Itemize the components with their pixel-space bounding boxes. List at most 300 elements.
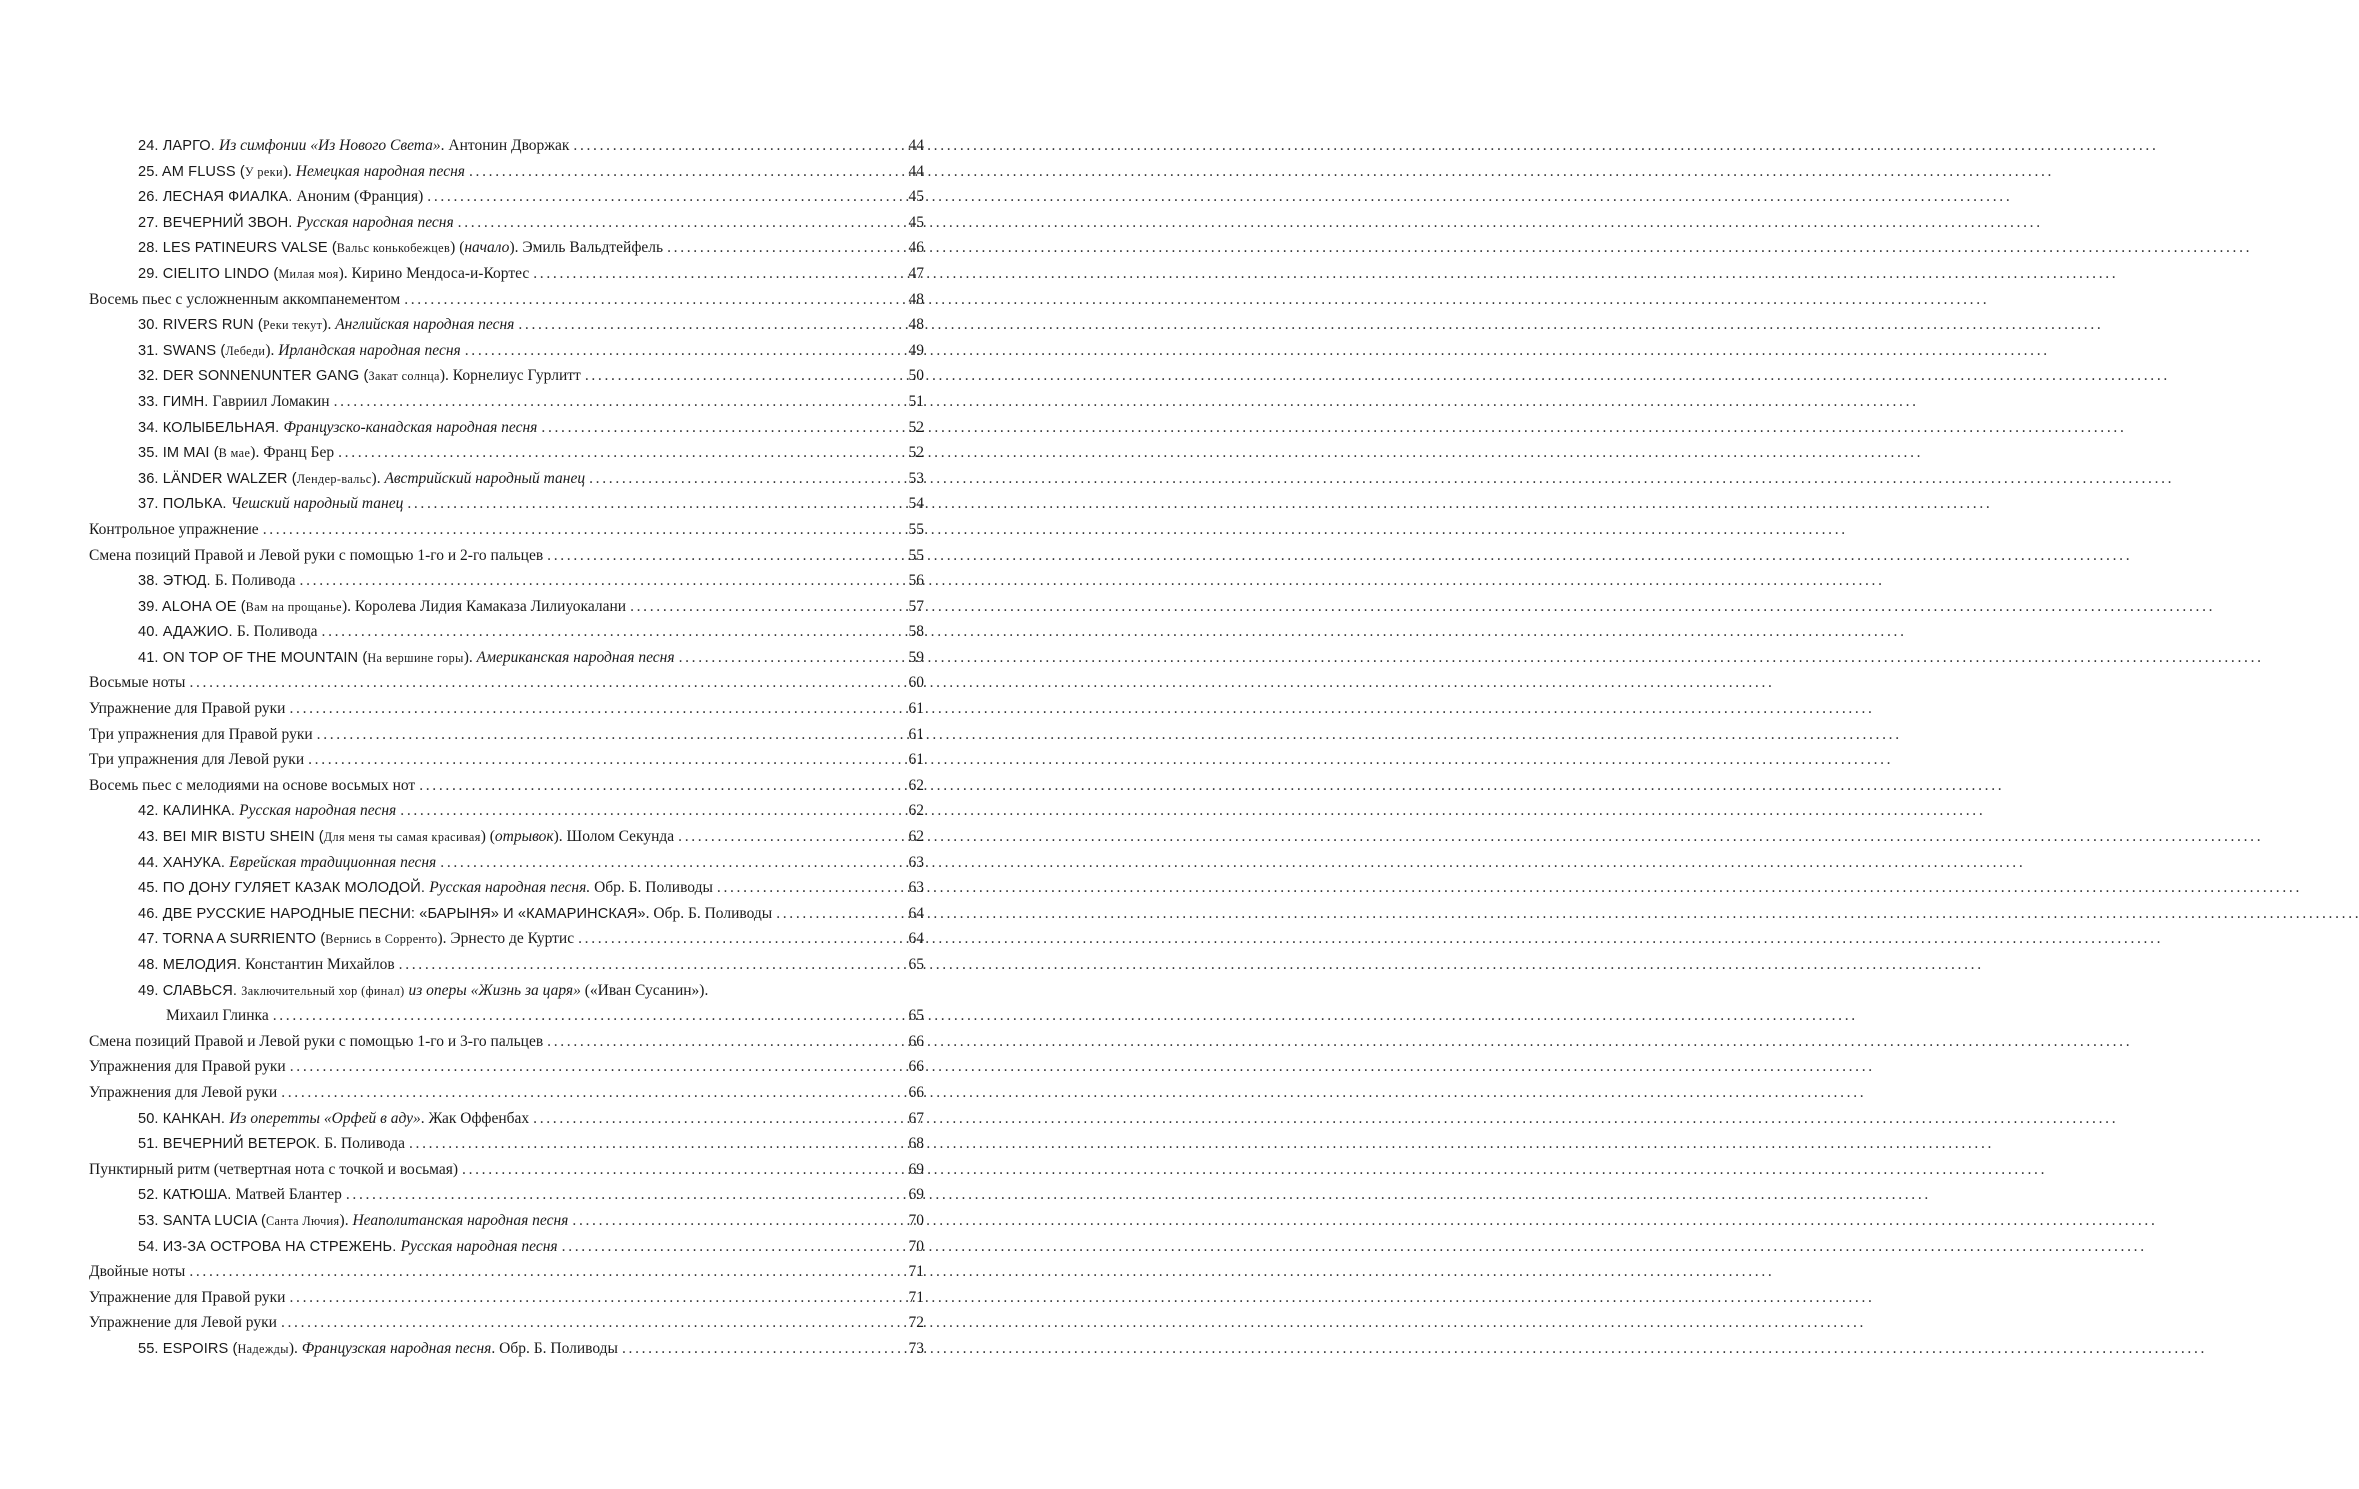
toc-dot-leader bbox=[273, 1003, 902, 1029]
toc-entry-text-part: ). bbox=[322, 316, 336, 334]
toc-dot-leader bbox=[585, 363, 902, 389]
toc-entry-text-part: Три упражнения для Левой руки bbox=[89, 751, 305, 769]
toc-entry-text-part: Смена позиций Правой и Левой руки с помощью 1-го и 3-го пальцев bbox=[89, 1032, 544, 1050]
toc-entry[interactable] bbox=[89, 543, 924, 569]
toc-entry-text-part: Восемь пьес с мелодиями на основе восьмых нот bbox=[89, 776, 416, 794]
toc-dot-leader bbox=[458, 210, 902, 236]
toc-page-number: 60 bbox=[908, 674, 924, 692]
toc-entry-text-part: 42. КАЛИНКА. bbox=[138, 803, 240, 820]
toc-dot-leader bbox=[562, 1234, 902, 1260]
toc-dot-leader bbox=[427, 184, 902, 210]
toc-page-number: 70 bbox=[908, 1237, 924, 1255]
toc-entry-text-part: Заключительный хор (финал) bbox=[241, 983, 405, 998]
toc-entry-text-part: 26. ЛЕСНАЯ ФИАЛКА. bbox=[138, 189, 297, 206]
toc-dot-leader bbox=[281, 1080, 902, 1106]
toc-entry[interactable] bbox=[89, 926, 924, 952]
toc-entry-text-part: ). bbox=[265, 341, 279, 359]
toc-entry[interactable] bbox=[89, 824, 924, 850]
toc-dot-leader bbox=[541, 415, 902, 441]
toc-entry[interactable] bbox=[89, 978, 924, 1004]
toc-entry-text-part: Б. Поливода bbox=[214, 572, 296, 590]
toc-dot-leader bbox=[462, 1157, 902, 1183]
toc-entry-text-part: 25. AM FLUSS ( bbox=[138, 163, 245, 180]
toc-entry-text-part: Ирландская народная песня bbox=[278, 341, 461, 359]
toc-entry[interactable] bbox=[89, 850, 924, 876]
toc-entry[interactable] bbox=[89, 1003, 924, 1029]
toc-entry-text-part: Контрольное упражнение bbox=[89, 520, 259, 538]
toc-entry-title bbox=[89, 1285, 285, 1311]
toc-entry-title bbox=[138, 594, 626, 621]
toc-entry-text-part: Французская народная песня bbox=[301, 1339, 492, 1357]
toc-entry-text-part: 40. АДАЖИО. bbox=[138, 624, 237, 641]
toc-entry[interactable] bbox=[89, 517, 924, 543]
toc-entry[interactable] bbox=[89, 1029, 924, 1055]
toc-entry[interactable] bbox=[89, 389, 924, 415]
toc-page-number: 61 bbox=[908, 725, 924, 743]
toc-page-number: 63 bbox=[908, 879, 924, 897]
toc-entry-text-part: 30. RIVERS RUN ( bbox=[138, 317, 263, 334]
toc-entry-text-part: Б. Поливода bbox=[236, 623, 318, 641]
toc-entry-text-part: 32. DER SONNENUNTER GANG ( bbox=[138, 368, 369, 385]
toc-entry-text-part: ). bbox=[339, 1211, 353, 1229]
toc-entry-text-part: 50. КАНКАН. bbox=[138, 1110, 230, 1127]
toc-entry-text-part: Вальс конькобежцев bbox=[336, 241, 451, 256]
toc-entry-text-part: . Антонин Дворжак bbox=[440, 137, 570, 154]
toc-page-number: 66 bbox=[908, 1083, 924, 1101]
toc-entry-title bbox=[138, 415, 537, 442]
toc-entry-title bbox=[138, 1131, 405, 1158]
toc-dot-leader bbox=[572, 1208, 902, 1234]
toc-entry-text-part: В мае bbox=[218, 446, 251, 461]
toc-entry-text-part: 35. IM MAI ( bbox=[138, 445, 219, 462]
toc-entry[interactable] bbox=[89, 1336, 924, 1362]
toc-entry-text-part: ). Корнелиус Гурлитт bbox=[439, 367, 581, 385]
toc-dot-leader bbox=[338, 440, 902, 466]
toc-dot-leader bbox=[533, 261, 902, 287]
toc-entry-text-part: 31. SWANS ( bbox=[138, 342, 226, 359]
toc-entry-title bbox=[138, 850, 436, 877]
toc-page-number: 67 bbox=[908, 1109, 924, 1127]
toc-entry-text-part: ). bbox=[371, 469, 385, 487]
toc-page-number: 46 bbox=[908, 239, 924, 257]
toc-entry[interactable] bbox=[89, 1259, 924, 1285]
toc-page-number: 66 bbox=[908, 1032, 924, 1050]
toc-entry-text-part: ) ( bbox=[480, 828, 495, 846]
toc-entry[interactable] bbox=[89, 466, 924, 492]
toc-dot-leader bbox=[399, 952, 902, 978]
toc-entry-text-part: из оперы «Жизнь за царя» bbox=[408, 981, 581, 999]
toc-entry-title bbox=[89, 1029, 543, 1055]
toc-dot-leader bbox=[678, 824, 902, 850]
toc-dot-leader bbox=[622, 1336, 902, 1362]
toc-entry-title bbox=[138, 261, 529, 288]
toc-entry-title bbox=[138, 952, 395, 979]
toc-dot-leader bbox=[290, 1054, 902, 1080]
toc-dot-leader bbox=[289, 696, 902, 722]
toc-entry-title bbox=[138, 159, 465, 186]
toc-entry-title bbox=[138, 798, 396, 825]
toc-entry-text-part: начало bbox=[464, 239, 510, 257]
toc-entry-text-part: Санта Лючия bbox=[265, 1213, 340, 1228]
toc-dot-leader bbox=[409, 1131, 902, 1157]
toc-entry-title bbox=[138, 926, 574, 953]
toc-entry[interactable] bbox=[89, 1131, 924, 1157]
toc-page-number: 64 bbox=[908, 904, 924, 922]
toc-entry-text-part: Для меня ты самая красивая bbox=[323, 830, 481, 845]
toc-entry[interactable] bbox=[89, 159, 924, 185]
toc-entry[interactable] bbox=[89, 722, 924, 748]
toc-entry-text-part: ). Шолом Секунда bbox=[553, 828, 675, 846]
toc-entry[interactable] bbox=[89, 1208, 924, 1234]
toc-entry[interactable] bbox=[89, 568, 924, 594]
toc-entry[interactable] bbox=[89, 415, 924, 441]
toc-entry-text-part: ). bbox=[463, 648, 477, 666]
toc-page-number: 68 bbox=[908, 1135, 924, 1153]
toc-entry-text-part: Английская народная песня bbox=[335, 316, 515, 334]
toc-page-number: 49 bbox=[908, 341, 924, 359]
toc-entry-text-part: 36. LÄNDER WALZER ( bbox=[138, 470, 297, 487]
toc-dot-leader bbox=[308, 747, 902, 773]
toc-entry-title bbox=[138, 901, 772, 928]
toc-dot-leader bbox=[518, 312, 902, 338]
toc-page-number: 54 bbox=[908, 495, 924, 513]
toc-dot-leader bbox=[189, 670, 902, 696]
toc-entry-text-part: Из симфонии «Из Нового Света» bbox=[219, 137, 441, 154]
toc-entry[interactable] bbox=[89, 1054, 924, 1080]
toc-page-number: 62 bbox=[908, 828, 924, 846]
toc-entry-text-part: 39. ALOHA OE ( bbox=[138, 598, 246, 615]
toc-entry-text-part: Смена позиций Правой и Левой руки с помощью 1-го и 2-го пальцев bbox=[89, 546, 544, 564]
toc-page-number: 52 bbox=[908, 444, 924, 462]
toc-entry-text-part: Французско-канадская народная песня bbox=[283, 418, 538, 436]
toc-page-number: 44 bbox=[908, 137, 924, 154]
toc-entry-title bbox=[138, 312, 514, 339]
toc-entry-text-part: Русская народная песня bbox=[239, 802, 397, 820]
toc-entry[interactable] bbox=[89, 875, 924, 901]
toc-entry-text-part: Вам на прощанье bbox=[245, 599, 342, 614]
toc-entry[interactable] bbox=[89, 363, 924, 389]
toc-entry[interactable] bbox=[89, 696, 924, 722]
toc-entry-title bbox=[138, 1182, 342, 1209]
toc-entry[interactable] bbox=[89, 440, 924, 466]
toc-entry[interactable] bbox=[89, 133, 924, 159]
toc-entry-title bbox=[89, 773, 415, 799]
toc-entry-text-part: Русская народная песня bbox=[296, 213, 454, 231]
toc-entry-title bbox=[138, 184, 423, 211]
toc-page-number: 71 bbox=[908, 1288, 924, 1306]
toc-entry-title bbox=[89, 670, 185, 696]
toc-entry-text-part: Обр. Б. Поливоды bbox=[590, 879, 713, 897]
toc-entry-title bbox=[166, 1003, 269, 1029]
toc-entry-title bbox=[89, 543, 543, 569]
toc-page-number: 70 bbox=[908, 1211, 924, 1229]
toc-entry-text-part: 54. ИЗ-ЗА ОСТРОВА НА СТРЕЖЕНЬ. bbox=[138, 1238, 401, 1255]
toc-dot-leader bbox=[717, 875, 902, 901]
toc-entry-text-part: 49. СЛАВЬСЯ. bbox=[138, 982, 242, 999]
toc-entry-title bbox=[89, 1157, 458, 1183]
toc-entry-title bbox=[138, 133, 569, 160]
toc-entry-text-part: Упражнение для Правой руки bbox=[89, 700, 286, 718]
toc-entry-text-part: У реки bbox=[244, 164, 283, 179]
toc-entry[interactable] bbox=[89, 619, 924, 645]
toc-entry-text-part: 55. ESPOIRS ( bbox=[138, 1340, 238, 1357]
toc-dot-leader bbox=[189, 1259, 902, 1285]
toc-entry-text-part: Надежды bbox=[237, 1341, 289, 1356]
toc-entry-title bbox=[89, 1080, 277, 1106]
toc-dot-leader bbox=[322, 619, 902, 645]
toc-entry[interactable] bbox=[89, 594, 924, 620]
toc-entry[interactable] bbox=[89, 261, 924, 287]
toc-dot-leader bbox=[400, 798, 902, 824]
toc-dot-leader bbox=[289, 1285, 902, 1311]
toc-entry[interactable] bbox=[89, 338, 924, 364]
toc-entry[interactable] bbox=[89, 747, 924, 773]
toc-page-number: 57 bbox=[908, 597, 924, 615]
toc-entry-text-part: 38. ЭТЮД. bbox=[138, 573, 215, 590]
toc-entry-text-part: ). Эрнесто де Куртис bbox=[437, 930, 575, 948]
toc-entry-text-part: 51. ВЕЧЕРНИЙ ВЕТЕРОК. bbox=[138, 1136, 325, 1153]
toc-entry[interactable] bbox=[89, 798, 924, 824]
toc-entry-text-part: Еврейская традиционная песня bbox=[229, 853, 437, 871]
toc-entry-title bbox=[89, 517, 259, 543]
toc-entry-text-part: Австрийский народный танец bbox=[384, 469, 586, 487]
toc-entry-text-part: Немецкая народная песня bbox=[295, 162, 465, 180]
toc-entry-text-part: ). Эмиль Вальдтейфель bbox=[509, 239, 664, 257]
toc-entry-title bbox=[138, 466, 585, 493]
toc-entry-text-part: 34. КОЛЫБЕЛЬНАЯ. bbox=[138, 419, 284, 436]
toc-entry-text-part: 33. ГИМН. bbox=[138, 393, 213, 410]
toc-entry-text-part: Неаполитанская народная песня bbox=[352, 1211, 569, 1229]
toc-entry-title bbox=[89, 287, 400, 313]
toc-page-number: 48 bbox=[908, 290, 924, 308]
toc-entry[interactable] bbox=[89, 773, 924, 799]
toc-page-number: 71 bbox=[908, 1263, 924, 1281]
toc-dot-leader bbox=[300, 568, 902, 594]
toc-entry-text-part: 47. TORNA A SURRIENTO ( bbox=[138, 931, 326, 948]
toc-dot-leader bbox=[317, 722, 902, 748]
toc-page-number: 63 bbox=[908, 853, 924, 871]
toc-entry-text-part: 24. ЛАРГО. bbox=[138, 138, 220, 154]
toc-entry[interactable] bbox=[89, 312, 924, 338]
toc-entry-text-part: 28. LES PATINEURS VALSE ( bbox=[138, 240, 337, 257]
toc-entry-text-part: Милая моя bbox=[278, 266, 339, 281]
toc-entry-title bbox=[89, 722, 313, 748]
toc-page-number: 44 bbox=[908, 162, 924, 180]
toc-entry-title bbox=[138, 1234, 558, 1261]
toc-page-number: 48 bbox=[908, 316, 924, 334]
toc-dot-leader bbox=[547, 1029, 902, 1055]
toc-entry-text-part: Закат солнца bbox=[368, 369, 440, 384]
toc-page-number: 55 bbox=[908, 546, 924, 564]
toc-entry[interactable] bbox=[89, 1285, 924, 1311]
toc-entry-text-part: Восьмые ноты bbox=[89, 674, 186, 692]
toc-entry-text-part: Из оперетты «Орфей в аду» bbox=[229, 1109, 421, 1127]
toc-entry-text-part: Двойные ноты bbox=[89, 1263, 186, 1281]
toc-entry-text-part: Реки текут bbox=[262, 318, 323, 333]
toc-entry-text-part: Матвей Блантер bbox=[235, 1186, 342, 1204]
toc-entry-text-part: Пунктирный ритм (четвертная нота с точкой и восьмая) bbox=[89, 1160, 459, 1178]
toc-page-number: 50 bbox=[908, 367, 924, 385]
toc-entry-text-part: Восемь пьес с усложненным аккомпанементом bbox=[89, 290, 401, 308]
toc-entry-title bbox=[138, 568, 296, 595]
toc-entry[interactable] bbox=[89, 1182, 924, 1208]
toc-page-number: 65 bbox=[908, 1007, 924, 1025]
toc-entry-text-part: 48. МЕЛОДИЯ. bbox=[138, 957, 246, 973]
toc-entry[interactable] bbox=[89, 491, 924, 517]
toc-entry-title bbox=[138, 619, 318, 646]
toc-entry-title bbox=[138, 235, 663, 262]
toc-dot-leader bbox=[578, 926, 902, 952]
toc-page-number: 65 bbox=[908, 956, 924, 973]
toc-dot-leader bbox=[573, 133, 902, 159]
toc-page-number: 64 bbox=[908, 930, 924, 948]
toc-entry-text-part: Вернись в Сорренто bbox=[325, 932, 438, 947]
toc-entry-text-part: Михаил Глинка bbox=[166, 1007, 269, 1025]
toc-page-number: 55 bbox=[908, 520, 924, 538]
toc-entry-title bbox=[138, 1106, 529, 1133]
toc-dot-leader bbox=[404, 287, 902, 313]
toc-entry[interactable] bbox=[89, 1234, 924, 1260]
toc-page-number: 61 bbox=[908, 700, 924, 718]
toc-entry-text-part: 52. КАТЮША. bbox=[138, 1187, 236, 1204]
toc-entry-text-part: 37. ПОЛЬКА. bbox=[138, 496, 231, 513]
toc-entry[interactable] bbox=[89, 901, 924, 927]
toc-entry[interactable] bbox=[89, 670, 924, 696]
toc-entry-title bbox=[89, 747, 304, 773]
toc-dot-leader bbox=[346, 1182, 902, 1208]
toc-page-number: 61 bbox=[908, 751, 924, 769]
toc-dot-leader bbox=[334, 389, 902, 415]
toc-page-number: 69 bbox=[908, 1160, 924, 1178]
toc-page-number: 59 bbox=[908, 648, 924, 666]
toc-entry-text-part: . Обр. Б. Поливоды bbox=[645, 904, 773, 922]
toc-entry-text-part: Упражнение для Левой руки bbox=[89, 1314, 277, 1332]
toc-entry[interactable] bbox=[89, 1106, 924, 1132]
toc-entry[interactable] bbox=[89, 645, 924, 671]
toc-page-number: 45 bbox=[908, 213, 924, 231]
toc-page-number: 52 bbox=[908, 418, 924, 436]
toc-entry-text-part: («Иван Сусанин»). bbox=[580, 981, 709, 999]
toc-entry-title bbox=[138, 875, 713, 902]
toc-page-number: 62 bbox=[908, 802, 924, 820]
toc-dot-leader bbox=[440, 850, 902, 876]
toc-dot-leader bbox=[419, 773, 902, 799]
toc-entry[interactable] bbox=[89, 1157, 924, 1183]
toc-entry-text-part: ). bbox=[288, 1339, 302, 1357]
toc-entry[interactable] bbox=[89, 287, 924, 313]
toc-page-number: 47 bbox=[908, 264, 924, 282]
toc-page-number: 53 bbox=[908, 469, 924, 487]
toc-entry-text-part: 43. BEI MIR BISTU SHEIN ( bbox=[138, 829, 324, 846]
toc-page-number: 58 bbox=[908, 623, 924, 641]
toc-entry-title bbox=[138, 491, 403, 518]
toc-dot-leader bbox=[679, 645, 902, 671]
toc-dot-leader bbox=[281, 1310, 902, 1336]
toc-dot-leader bbox=[667, 235, 902, 261]
toc-entry-text-part: Б. Поливода bbox=[324, 1135, 405, 1153]
toc-dot-leader bbox=[263, 517, 902, 543]
toc-dot-leader bbox=[776, 901, 902, 927]
toc-page-number: 72 bbox=[908, 1314, 924, 1332]
toc-entry[interactable] bbox=[89, 235, 924, 261]
toc-dot-leader bbox=[469, 159, 902, 185]
toc-dot-leader bbox=[465, 338, 902, 364]
toc-entry[interactable] bbox=[89, 1310, 924, 1336]
toc-entry-text-part: ) ( bbox=[450, 239, 465, 257]
toc-dot-leader bbox=[630, 594, 902, 620]
toc-entry-text-part: Американская народная песня bbox=[476, 648, 675, 666]
toc-entry-title bbox=[89, 1259, 185, 1285]
toc-entry-text-part: 29. CIELITO LINDO ( bbox=[138, 265, 279, 282]
toc-dot-leader bbox=[407, 491, 902, 517]
toc-page-number: 73 bbox=[908, 1339, 924, 1357]
toc-entry-title bbox=[89, 696, 285, 722]
toc-entry-text-part: . Жак Оффенбах bbox=[420, 1109, 530, 1127]
toc-entry-text-part: отрывок bbox=[494, 828, 554, 846]
table-of-contents bbox=[89, 133, 924, 1362]
toc-entry-text-part: 45. ПО ДОНУ ГУЛЯЕТ КАЗАК МОЛОДОЙ. bbox=[138, 880, 430, 897]
toc-entry-title bbox=[138, 1208, 568, 1235]
toc-entry-text-part: Константин Михайлов bbox=[245, 956, 395, 973]
toc-page-number: 56 bbox=[908, 572, 924, 590]
toc-page-number: 62 bbox=[908, 776, 924, 794]
toc-entry-text-part: Упражнения для Левой руки bbox=[89, 1083, 278, 1101]
toc-entry-text-part: Аноним (Франция) bbox=[296, 188, 424, 206]
toc-entry-title bbox=[138, 978, 708, 1005]
toc-page-number: 69 bbox=[908, 1186, 924, 1204]
toc-entry-title bbox=[138, 1336, 618, 1363]
toc-entry-text-part: Русская народная песня. bbox=[429, 879, 591, 897]
toc-entry-text-part: ). Франц Бер bbox=[250, 444, 335, 462]
toc-entry-text-part: 27. ВЕЧЕРНИЙ ЗВОН. bbox=[138, 214, 297, 231]
toc-entry-text-part: . Обр. Б. Поливоды bbox=[491, 1339, 618, 1357]
toc-entry-text-part: Упражнение для Правой руки bbox=[89, 1288, 286, 1306]
toc-entry-title bbox=[138, 440, 334, 467]
toc-entry-title bbox=[138, 824, 674, 851]
toc-entry-text-part: Лебеди bbox=[225, 343, 266, 358]
toc-page-number: 45 bbox=[908, 188, 924, 206]
toc-entry-text-part: Гавриил Ломакин bbox=[212, 392, 330, 410]
toc-entry[interactable] bbox=[89, 952, 924, 978]
toc-entry-title bbox=[138, 363, 581, 390]
toc-entry-text-part: 41. ON TOP OF THE MOUNTAIN ( bbox=[138, 649, 368, 666]
toc-entry-text-part: 44. ХАНУКА. bbox=[138, 854, 230, 871]
toc-entry-title bbox=[89, 1054, 286, 1080]
toc-entry-text-part: Лендер-вальс bbox=[296, 471, 372, 486]
toc-entry-text-part: ). bbox=[282, 162, 296, 180]
toc-dot-leader bbox=[547, 543, 902, 569]
toc-entry[interactable] bbox=[89, 210, 924, 236]
toc-entry-text-part: Три упражнения для Правой руки bbox=[89, 725, 313, 743]
toc-entry[interactable] bbox=[89, 1080, 924, 1106]
toc-entry-text-part: Русская народная песня bbox=[400, 1237, 558, 1255]
toc-entry-text-part: Упражнения для Правой руки bbox=[89, 1058, 286, 1076]
toc-entry-title bbox=[138, 645, 675, 672]
toc-entry-text-part: 53. SANTA LUCIA ( bbox=[138, 1212, 266, 1229]
toc-dot-leader bbox=[533, 1106, 902, 1132]
toc-entry-title bbox=[89, 1310, 277, 1336]
toc-entry-text-part: Чешский народный танец bbox=[230, 495, 404, 513]
toc-page-number: 66 bbox=[908, 1058, 924, 1076]
toc-entry-title bbox=[138, 389, 330, 416]
toc-entry-title bbox=[138, 210, 454, 237]
toc-entry-text-part: ). Кирино Мендоса-и-Кортес bbox=[338, 264, 530, 282]
toc-page-number: 51 bbox=[908, 392, 924, 410]
toc-entry-text-part: На вершине горы bbox=[367, 650, 464, 665]
toc-entry-title bbox=[138, 338, 461, 365]
toc-entry[interactable] bbox=[89, 184, 924, 210]
toc-entry-text-part: ). Королева Лидия Камаказа Лилиуокалани bbox=[341, 597, 627, 615]
